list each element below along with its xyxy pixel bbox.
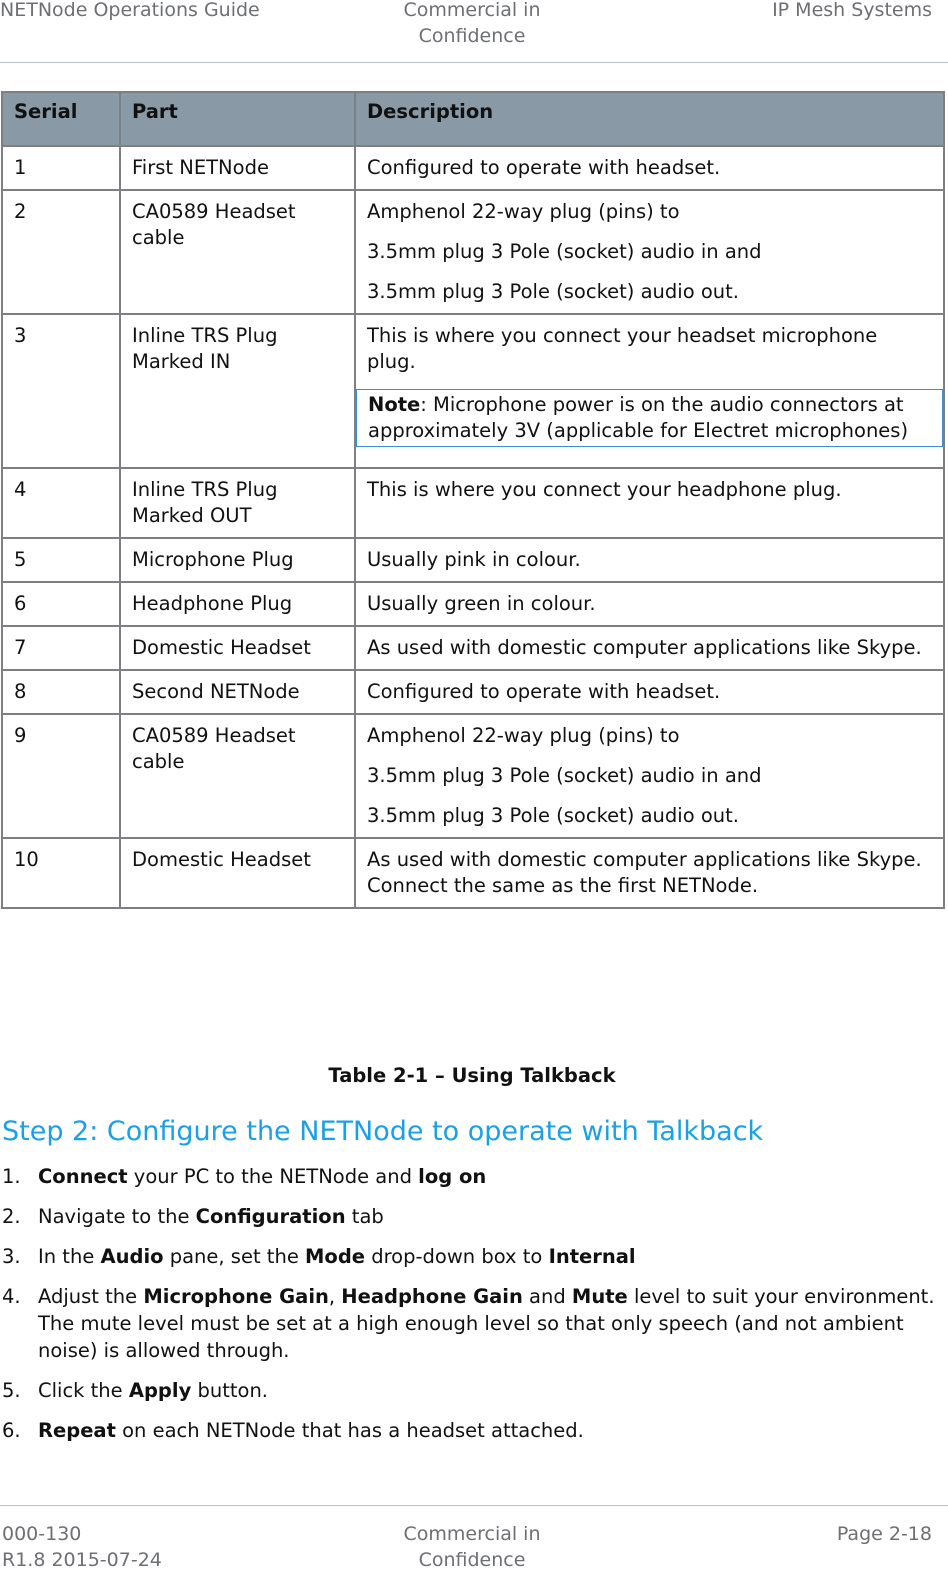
description-line: This is where you connect your headphone plug.	[367, 478, 842, 501]
part-cell: First NETNode	[120, 146, 355, 190]
part-cell: Domestic Headset	[120, 838, 355, 908]
step-text: your PC to the NETNode and	[127, 1165, 419, 1188]
footer-doc-number: 000-130	[2, 1523, 82, 1545]
note-label: Note	[368, 393, 421, 416]
page-footer	[0, 1505, 948, 1575]
step-item	[0, 1243, 944, 1270]
table-row	[2, 714, 944, 838]
table-row	[2, 468, 944, 538]
step-text: drop-down box to	[365, 1245, 549, 1268]
step-number: 4.	[2, 1285, 21, 1308]
serial-cell: 2	[2, 190, 120, 314]
description-line: 3.5mm plug 3 Pole (socket) audio in and	[367, 764, 762, 787]
step-keyword: Internal	[548, 1245, 636, 1268]
step-text: level to suit your environment. The mute level must be set at a high enough level so that only speech (and not ambient noise) is allowed through.	[38, 1285, 935, 1362]
footer-page-number: Page 2-18	[836, 1523, 932, 1545]
step-text: Navigate to the	[38, 1205, 196, 1228]
description-cell	[355, 190, 944, 314]
serial-cell: 5	[2, 538, 120, 582]
description-line: Amphenol 22-way plug (pins) to	[367, 200, 680, 223]
serial-cell: 7	[2, 626, 120, 670]
step-number: 1.	[2, 1165, 21, 1188]
step-keyword: Audio	[100, 1245, 164, 1268]
part-cell: Inline TRS Plug Marked IN	[120, 314, 355, 468]
step-text: tab	[345, 1205, 384, 1228]
step-heading: Step 2: Configure the NETNode to operate with Talkback	[2, 1116, 764, 1147]
step-number: 3.	[2, 1245, 21, 1268]
page-header	[0, 0, 948, 63]
description-cell	[355, 146, 944, 190]
step-item	[0, 1417, 944, 1444]
column-header-part: Part	[120, 92, 355, 146]
table-row	[2, 190, 944, 314]
table-row	[2, 314, 944, 468]
step-keyword: log on	[418, 1165, 487, 1188]
step-item	[0, 1203, 944, 1230]
header-company: IP Mesh Systems	[772, 0, 932, 21]
step-item	[0, 1163, 944, 1190]
step-item	[0, 1377, 944, 1404]
description-line: 3.5mm plug 3 Pole (socket) audio in and	[367, 240, 762, 263]
description-line: Amphenol 22-way plug (pins) to	[367, 724, 680, 747]
description-line: 3.5mm plug 3 Pole (socket) audio out.	[367, 804, 739, 827]
column-header-serial: Serial	[2, 92, 120, 146]
step-text: on each NETNode that has a headset attached.	[115, 1419, 584, 1442]
description-cell	[355, 468, 944, 538]
step-keyword: Mute	[571, 1285, 628, 1308]
column-header-description: Description	[355, 92, 944, 146]
step-text: and	[522, 1285, 572, 1308]
serial-cell: 6	[2, 582, 120, 626]
description-cell	[355, 538, 944, 582]
description-line: Usually pink in colour.	[367, 548, 581, 571]
serial-cell: 4	[2, 468, 120, 538]
description-line: As used with domestic computer applications like Skype.	[367, 636, 922, 659]
part-cell: CA0589 Headset cable	[120, 714, 355, 838]
step-number: 6.	[2, 1419, 21, 1442]
table-row	[2, 146, 944, 190]
description-cell	[355, 670, 944, 714]
footer-revision: R1.8 2015-07-24	[2, 1549, 162, 1571]
serial-cell: 10	[2, 838, 120, 908]
part-cell: Microphone Plug	[120, 538, 355, 582]
step-text: Click the	[38, 1379, 129, 1402]
description-line: Usually green in colour.	[367, 592, 596, 615]
header-classification: Commercial in Confidence	[403, 0, 541, 47]
step-keyword: Repeat	[38, 1419, 116, 1442]
step-text: button.	[191, 1379, 268, 1402]
serial-cell: 8	[2, 670, 120, 714]
step-item	[0, 1283, 944, 1364]
step-number: 2.	[2, 1205, 21, 1228]
step-text: pane, set the	[163, 1245, 306, 1268]
footer-doc-id	[2, 1521, 162, 1573]
part-cell: Second NETNode	[120, 670, 355, 714]
description-line: 3.5mm plug 3 Pole (socket) audio out.	[367, 280, 739, 303]
serial-cell: 1	[2, 146, 120, 190]
table-caption: Table 2-1 – Using Talkback	[328, 1064, 616, 1087]
table-row	[2, 582, 944, 626]
footer-classification: Commercial in Confidence	[403, 1523, 541, 1571]
part-cell: Domestic Headset	[120, 626, 355, 670]
step-keyword: Headphone Gain	[341, 1285, 523, 1308]
description-line: Configured to operate with headset.	[367, 680, 721, 703]
table-row	[2, 670, 944, 714]
description-cell	[355, 838, 944, 908]
table-header-row	[2, 92, 944, 146]
description-cell	[355, 626, 944, 670]
description-line: This is where you connect your headset microphone plug.	[367, 324, 878, 373]
part-cell: Headphone Plug	[120, 582, 355, 626]
description-cell	[355, 582, 944, 626]
description-line: Configured to operate with headset.	[367, 156, 721, 179]
part-cell: CA0589 Headset cable	[120, 190, 355, 314]
table-row	[2, 538, 944, 582]
serial-cell: 9	[2, 714, 120, 838]
serial-cell: 3	[2, 314, 120, 468]
table-row	[2, 838, 944, 908]
note-text: : Microphone power is on the audio connectors at approximately 3V (applicable for Electret microphones)	[368, 393, 909, 442]
table-row	[2, 626, 944, 670]
step-keyword: Apply	[128, 1379, 192, 1402]
note-box	[356, 389, 943, 447]
talkback-parts-table	[1, 91, 945, 909]
procedure-steps	[0, 1163, 944, 1457]
description-cell	[355, 314, 944, 468]
step-keyword: Mode	[305, 1245, 366, 1268]
description-cell	[355, 714, 944, 838]
step-text: ,	[328, 1285, 342, 1308]
step-keyword: Connect	[38, 1165, 128, 1188]
step-text: In the	[38, 1245, 101, 1268]
step-keyword: Configuration	[195, 1205, 346, 1228]
step-number: 5.	[2, 1379, 21, 1402]
header-doc-title: NETNode Operations Guide	[0, 0, 260, 21]
part-cell: Inline TRS Plug Marked OUT	[120, 468, 355, 538]
step-keyword: Microphone Gain	[143, 1285, 329, 1308]
description-line: As used with domestic computer applications like Skype. Connect the same as the first NETNode.	[367, 848, 922, 897]
step-text: Adjust the	[38, 1285, 144, 1308]
